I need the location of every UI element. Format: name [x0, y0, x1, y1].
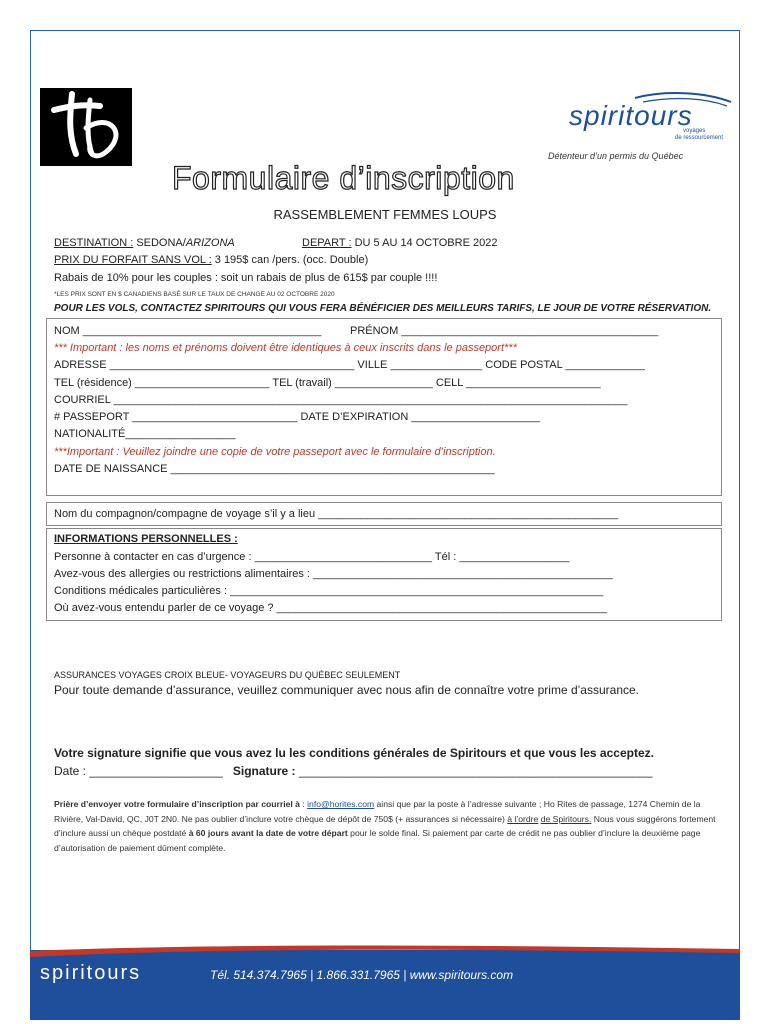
- destination-line: [54, 237, 235, 249]
- footer-brand: spiritours: [40, 962, 142, 984]
- allergies-row: [54, 568, 613, 580]
- courriel-row: [54, 394, 627, 406]
- date-label: Date :: [54, 764, 87, 778]
- ville-field[interactable]: _______________: [390, 359, 483, 371]
- adresse-field[interactable]: ________________________________________: [109, 359, 355, 371]
- brand-tagline-1: voyages: [683, 128, 706, 134]
- instructions-part5: paiement par carte de crédit ne pas oublier d’inclure la deuxième page d’autorisation de paiement dûment complète.: [54, 828, 701, 853]
- destination-value: SEDONA/: [136, 237, 186, 249]
- email-link[interactable]: info@horites.com: [307, 799, 375, 809]
- companion-field[interactable]: _________________________________________________: [318, 508, 618, 520]
- cell-field[interactable]: ______________________: [466, 377, 601, 389]
- destination-label: DESTINATION :: [54, 237, 134, 249]
- naissance-label: DATE DE NAISSANCE: [54, 463, 168, 475]
- tel-res-field[interactable]: ______________________: [134, 377, 270, 389]
- personal-heading: INFORMATIONS PERSONNELLES :: [54, 533, 238, 545]
- signature-field[interactable]: _____________________________________________________: [298, 764, 653, 778]
- conditions-field[interactable]: _____________________________________________________________: [230, 585, 604, 597]
- urgence-field[interactable]: _____________________________: [254, 551, 432, 563]
- signature-statement: Votre signature signifie que vous avez lu les conditions générales de Spiritours et que vous les acceptez.: [54, 746, 654, 760]
- destination-value-italic: ARIZONA: [185, 237, 235, 249]
- tel-travail-field[interactable]: ________________: [334, 377, 433, 389]
- depart-label: DEPART :: [302, 237, 352, 249]
- nom-row: [54, 325, 321, 337]
- nationalite-row: [54, 428, 235, 440]
- insurance-heading: ASSURANCES VOYAGES CROIX BLEUE- VOYAGEURS DU QUÉBEC SEULEMENT: [54, 670, 401, 680]
- form-title: Formulaire d’inscription: [172, 160, 515, 196]
- important-names-note: *** Important : les noms et prénoms doivent être identiques à ceux inscrits dans le passeport***: [54, 342, 517, 354]
- prenom-row: [350, 325, 658, 337]
- nationalite-label: NATIONALITÉ: [54, 428, 126, 440]
- important-passport-note: ***Important : Veuillez joindre une copie de votre passeport avec le formulaire d’inscription.: [54, 446, 496, 458]
- conditions-label: Conditions médicales particulières :: [54, 585, 228, 597]
- urgence-label: Personne à contacter en cas d’urgence :: [54, 551, 252, 563]
- code-postal-label: CODE POSTAL: [485, 359, 563, 371]
- companion-label: Nom du compagnon/compagne de voyage s’il y a lieu: [54, 508, 316, 520]
- adresse-row: [54, 359, 645, 371]
- instructions-paragraph: Prière d’envoyer votre formulaire d’inscription par courriel à : info@horites.com ainsi que par la poste à l’adresse suivante ; Ho Rites de passage, 1274 Chemin de la Rivière, Val-David, QC, J0T 2N0. Ne pas oublier d’inclure votre chèque de dépôt de 750$ (+ assurances si nécessaire) à l’ordre de Spiritours. Nous vous suggérons fortement d’inclure aussi un chèque postdaté à 60 jours avant la date de votre départ pour le solde final. Si paiement par carte de crédit ne pas oublier d’inclure la deuxième page d’autorisation de paiement dûment complète.: [54, 799, 716, 853]
- companion-row: [54, 508, 618, 520]
- naissance-field[interactable]: _____________________________________________________: [170, 463, 495, 475]
- urgence-tel-label: Tél :: [434, 551, 457, 563]
- vols-notice: POUR LES VOLS, CONTACTEZ SPIRITOURS QUI VOUS FERA BÉNÉFICIER DES MEILLEURS TARIFS, LE JOUR DE VOTRE RÉSERVATION.: [54, 303, 712, 314]
- instructions-part2: 1274 Chemin de la Rivière, Val-David, QC, J0T 2N0. Ne pas oublier d’inclure votre chèque de dépôt de 750$ (+ assurances si nécessaire): [54, 799, 701, 824]
- nationalite-field[interactable]: __________________: [125, 428, 236, 440]
- allergies-label: Avez-vous des allergies ou restrictions alimentaires :: [54, 568, 310, 580]
- nom-field[interactable]: _______________________________________: [82, 325, 322, 337]
- spiritours-logo: [565, 88, 735, 148]
- signature-row: [54, 764, 653, 778]
- instructions-lead: Prière d’envoyer votre formulaire d’inscription par courriel à: [54, 799, 300, 809]
- courriel-label: COURRIEL: [54, 394, 111, 406]
- rabais-text: Rabais de 10% pour les couples : soit un rabais de plus de 615$ par couple !!!!: [54, 272, 438, 284]
- tel-res-label: TEL (résidence): [54, 377, 132, 389]
- price-note: *LES PRIX SONT EN $ CANADIENS BASÉ SUR LE TAUX DE CHANGE AU 02 OCTOBRE 2020: [54, 291, 335, 298]
- urgence-tel-field[interactable]: __________________: [459, 551, 570, 563]
- instructions-part1: ainsi que par la poste à l’adresse suivante ; Ho Rites de passage,: [376, 799, 626, 809]
- expiration-label: DATE D’EXPIRATION: [300, 411, 409, 423]
- courriel-field[interactable]: ____________________________________________________________________________________: [113, 394, 628, 406]
- prix-value: 3 195$ can /pers. (occ. Double): [214, 254, 369, 266]
- instructions-part4: pour le solde final. Si: [350, 828, 430, 838]
- footer-contact: Tél. 514.374.7965 | 1.866.331.7965 | www.spiritours.com: [210, 968, 514, 982]
- depart-value: DU 5 AU 14 OCTOBRE 2022: [354, 237, 498, 249]
- instructions-ordre2: de Spiritours.: [540, 813, 592, 824]
- depart-line: [302, 237, 497, 249]
- prix-line: [54, 254, 368, 266]
- heard-row: [54, 602, 607, 614]
- passeport-row: [54, 411, 540, 423]
- brand-tagline-2: de ressourcement: [675, 135, 724, 141]
- tel-row: [54, 377, 601, 389]
- instructions-60-days: à 60 jours avant la date de votre départ: [188, 828, 348, 838]
- ville-label: VILLE: [357, 359, 388, 371]
- adresse-label: ADRESSE: [54, 359, 107, 371]
- nom-label: NOM: [54, 325, 80, 337]
- spiritours-brand: spiritours: [569, 100, 693, 131]
- conditions-row: [54, 585, 603, 597]
- instructions-part3: Nous vous suggérons fortement d’inclure aussi un chèque postdaté: [54, 813, 716, 838]
- prenom-field[interactable]: __________________________________________: [401, 325, 659, 337]
- passeport-label: # PASSEPORT: [54, 411, 130, 423]
- heard-field[interactable]: ______________________________________________________: [276, 602, 607, 614]
- signature-label: Signature :: [232, 764, 296, 778]
- tel-travail-label: TEL (travail): [272, 377, 332, 389]
- permit-text: Détenteur d’un permis du Québec: [548, 151, 684, 161]
- allergies-field[interactable]: _________________________________________________: [313, 568, 613, 580]
- naissance-row: [54, 463, 495, 475]
- horites-logo: [40, 88, 132, 166]
- expiration-field[interactable]: _____________________: [411, 411, 540, 423]
- date-field[interactable]: ____________________: [89, 764, 223, 778]
- code-postal-field[interactable]: _____________: [565, 359, 645, 371]
- instructions-ordre: à l’ordre: [507, 813, 539, 824]
- passeport-field[interactable]: ___________________________: [132, 411, 298, 423]
- prenom-label: PRÉNOM: [350, 325, 399, 337]
- prix-label: PRIX DU FORFAIT SANS VOL :: [54, 254, 212, 266]
- insurance-text: Pour toute demande d’assurance, veuillez communiquer avec nous afin de connaître votre prime d’assurance.: [54, 683, 639, 697]
- urgence-row: [54, 551, 569, 563]
- heard-label: Où avez-vous entendu parler de ce voyage ?: [54, 602, 274, 614]
- event-subtitle: RASSEMBLEMENT FEMMES LOUPS: [273, 207, 497, 222]
- cell-label: CELL: [435, 377, 463, 389]
